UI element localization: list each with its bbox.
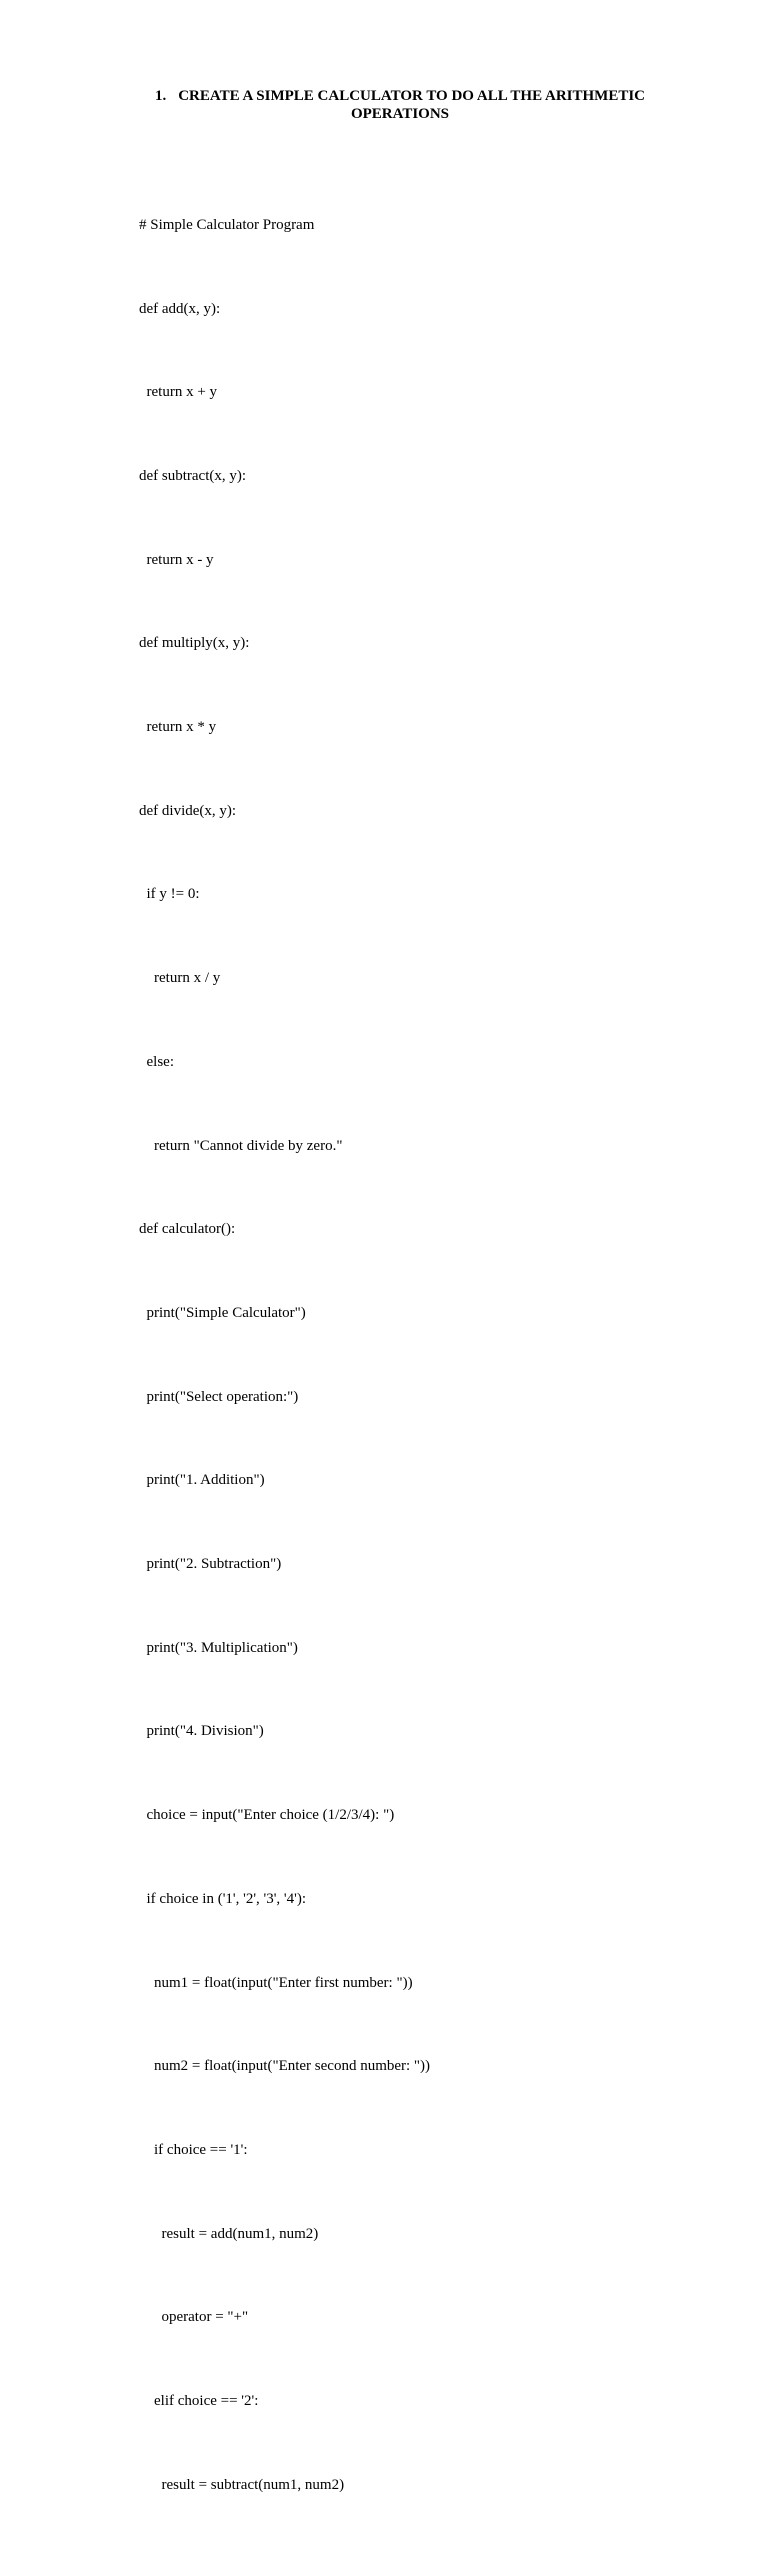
- code-line: else:: [139, 1053, 174, 1070]
- code-line: print("1. Addition"): [139, 1472, 265, 1489]
- code-line: def multiply(x, y):: [139, 635, 250, 652]
- code-line: def subtract(x, y):: [139, 467, 247, 484]
- code-line: return x * y: [139, 719, 217, 736]
- code-line: result = subtract(num1, num2): [139, 2476, 345, 2493]
- code-line: print("Select operation:"): [139, 1388, 299, 1405]
- code-line: print("4. Division"): [139, 1723, 264, 1740]
- code-line: return x + y: [139, 384, 218, 401]
- code-line: num2 = float(input("Enter second number: ")): [139, 2058, 431, 2075]
- code-line: print("3. Multiplication"): [139, 1639, 298, 1656]
- code-line: def add(x, y):: [139, 300, 221, 317]
- heading-line-1: [100, 87, 700, 105]
- heading-title: CREATE A SIMPLE CALCULATOR TO DO ALL THE ARITHMETIC: [178, 88, 646, 104]
- code-line: return "Cannot divide by zero.": [139, 1137, 343, 1154]
- code-line: print("2. Subtraction"): [139, 1556, 282, 1573]
- code-line: def calculator():: [139, 1221, 236, 1238]
- code-line: return x - y: [139, 551, 214, 568]
- code-line: if choice == '1':: [139, 2141, 248, 2158]
- code-line: result = add(num1, num2): [139, 2225, 319, 2242]
- page-heading: [100, 87, 700, 123]
- heading-number: 1.: [154, 88, 167, 104]
- code-line: print("Simple Calculator"): [139, 1304, 306, 1321]
- code-block: [139, 156, 430, 2556]
- code-line: operator = "+": [139, 2309, 249, 2326]
- heading-line-2: OPERATIONS: [350, 106, 450, 122]
- code-line: if y != 0:: [139, 886, 200, 903]
- code-line: elif choice == '2':: [139, 2393, 259, 2410]
- code-line: return x / y: [139, 970, 221, 987]
- code-line: if choice in ('1', '2', '3', '4'):: [139, 1890, 306, 1907]
- code-line: def divide(x, y):: [139, 802, 237, 819]
- code-line: # Simple Calculator Program: [139, 216, 315, 233]
- code-line: num1 = float(input("Enter first number: ")): [139, 1974, 413, 1991]
- code-line: choice = input("Enter choice (1/2/3/4): "): [139, 1807, 395, 1824]
